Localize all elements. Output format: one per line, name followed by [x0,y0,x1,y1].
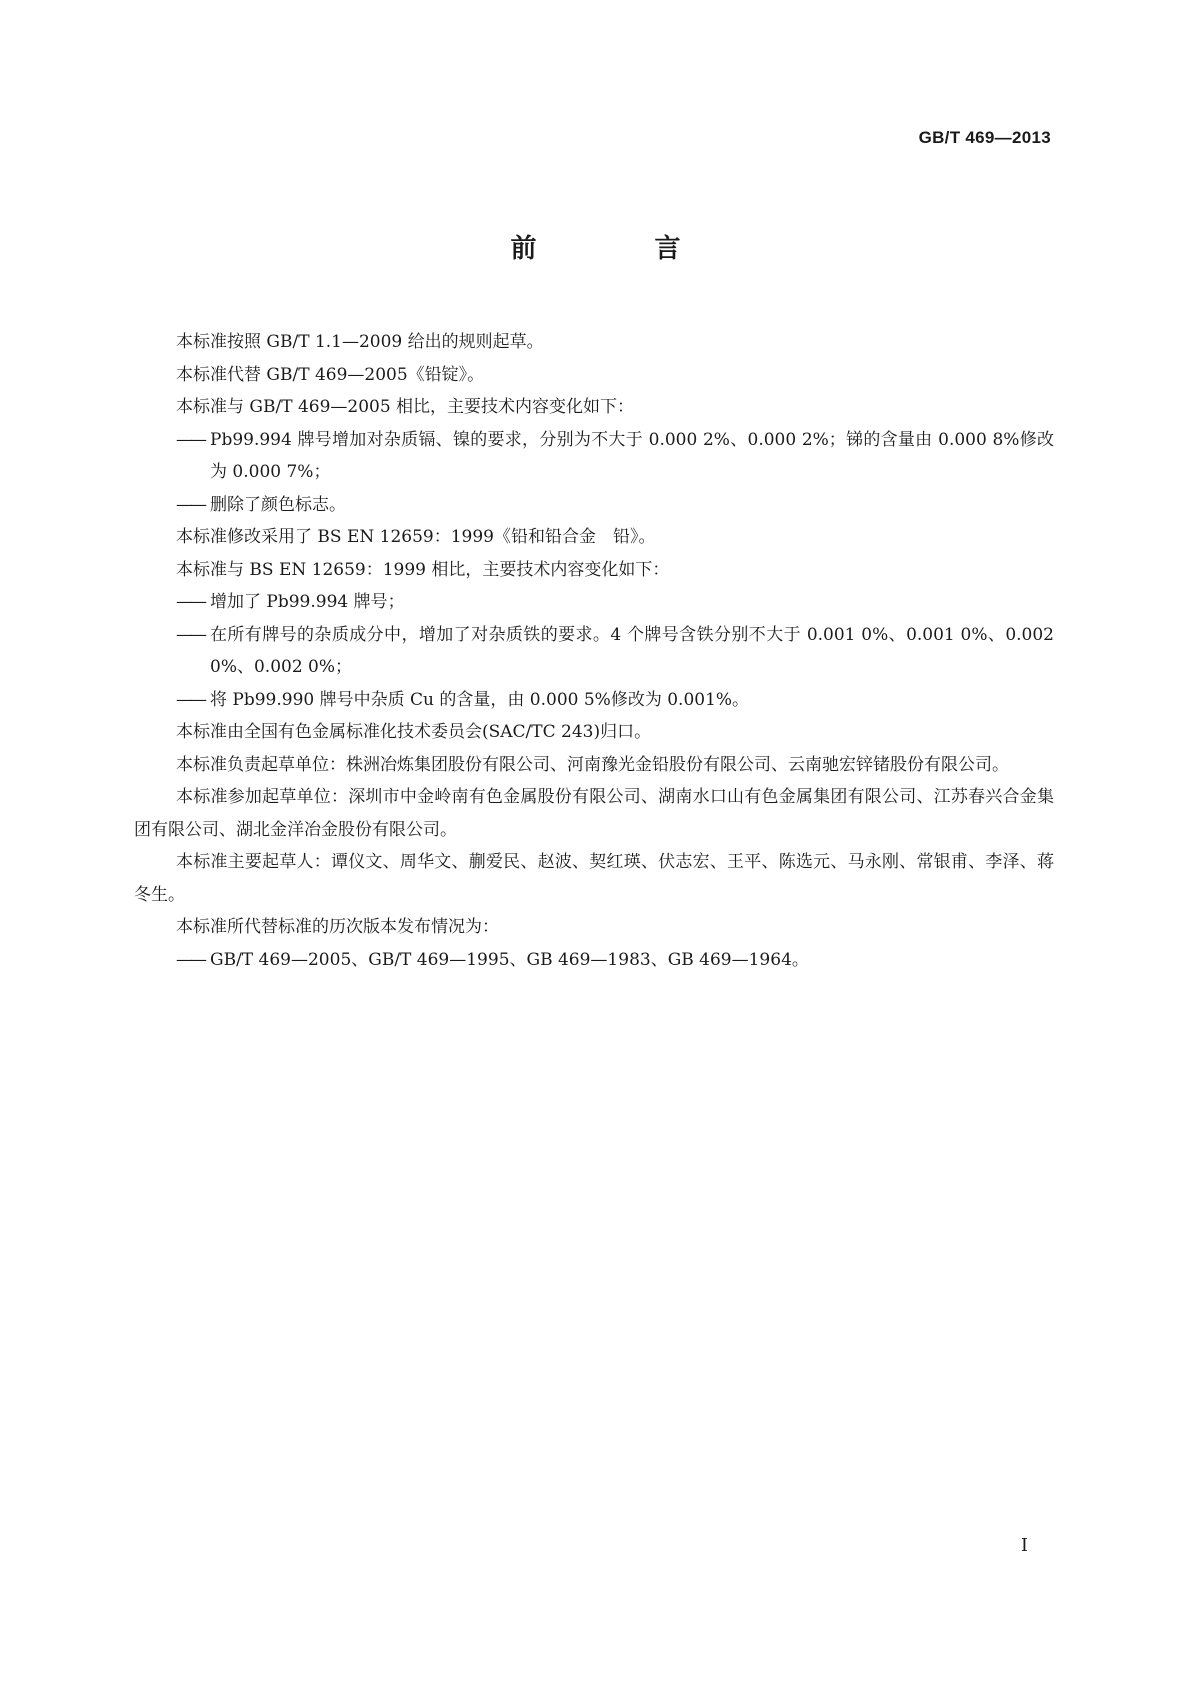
paragraph: 本标准与 GB/T 469—2005 相比，主要技术内容变化如下： [176,397,635,417]
list-item-text: 增加了 Pb99.994 牌号； [210,592,405,612]
list-dash: —— [176,949,204,970]
list-item-text: Pb99.994 牌号增加对杂质镉、镍的要求，分别为不大于 0.000 2%、0.000 2%；锑的含量由 0.000 8%修改为 0.000 7%； [210,429,1054,482]
page-number: I [1020,1535,1028,1556]
list-dash: —— [176,689,204,710]
paragraph: 本标准所代替标准的历次版本发布情况为： [176,917,499,937]
page-title: 前 言 [510,234,727,264]
list-item [134,684,1054,717]
list-item [134,424,1054,489]
list-item [134,619,1054,684]
paragraph: 本标准负责起草单位：株洲冶炼集团股份有限公司、河南豫光金铅股份有限公司、云南驰宏锌锗股份有限公司。 [176,754,1009,775]
list-dash: —— [176,592,204,612]
list-item-text: 删除了颜色标志。 [210,494,346,515]
paragraph: 本标准由全国有色金属标准化技术委员会(SAC/TC 243)归口。 [176,722,652,742]
list-dash: —— [176,624,204,645]
list-item [134,489,1054,522]
paragraph: 本标准参加起草单位：深圳市中金岭南有色金属股份有限公司、湖南水口山有色金属集团有限公司、江苏春兴合金集团有限公司、湖北金洋冶金股份有限公司。 [134,787,1054,840]
list-item-text: 将 Pb99.990 牌号中杂质 Cu 的含量，由 0.000 5%修改为 0.001%。 [210,689,750,710]
paragraph: 本标准按照 GB/T 1.1—2009 给出的规则起草。 [176,332,544,352]
list-item-text: 在所有牌号的杂质成分中，增加了对杂质铁的要求。4 个牌号含铁分别不大于 0.001 0%、0.001 0%、0.002 0%、0.002 0%； [210,624,1054,677]
paragraph: 本标准与 BS EN 12659：1999 相比，主要技术内容变化如下： [176,559,670,580]
list-item [134,944,1054,977]
list-dash: —— [176,494,204,515]
paragraph: 本标准修改采用了 BS EN 12659：1999《铅和铅合金 铅》。 [176,527,656,547]
foreword-body [134,326,1054,976]
standard-code: GB/T 469—2013 [918,128,1051,147]
paragraph: 本标准主要起草人：谭仪文、周华文、蒯爱民、赵波、契红瑛、伏志宏、王平、陈选元、马永刚、常银甫、李泽、蒋冬生。 [134,852,1054,905]
list-item-text: GB/T 469—2005、GB/T 469—1995、GB 469—1983、GB 469—1964。 [210,949,809,970]
paragraph: 本标准代替 GB/T 469—2005《铅锭》。 [176,364,485,385]
list-item [134,586,1054,619]
list-dash: —— [176,429,204,450]
